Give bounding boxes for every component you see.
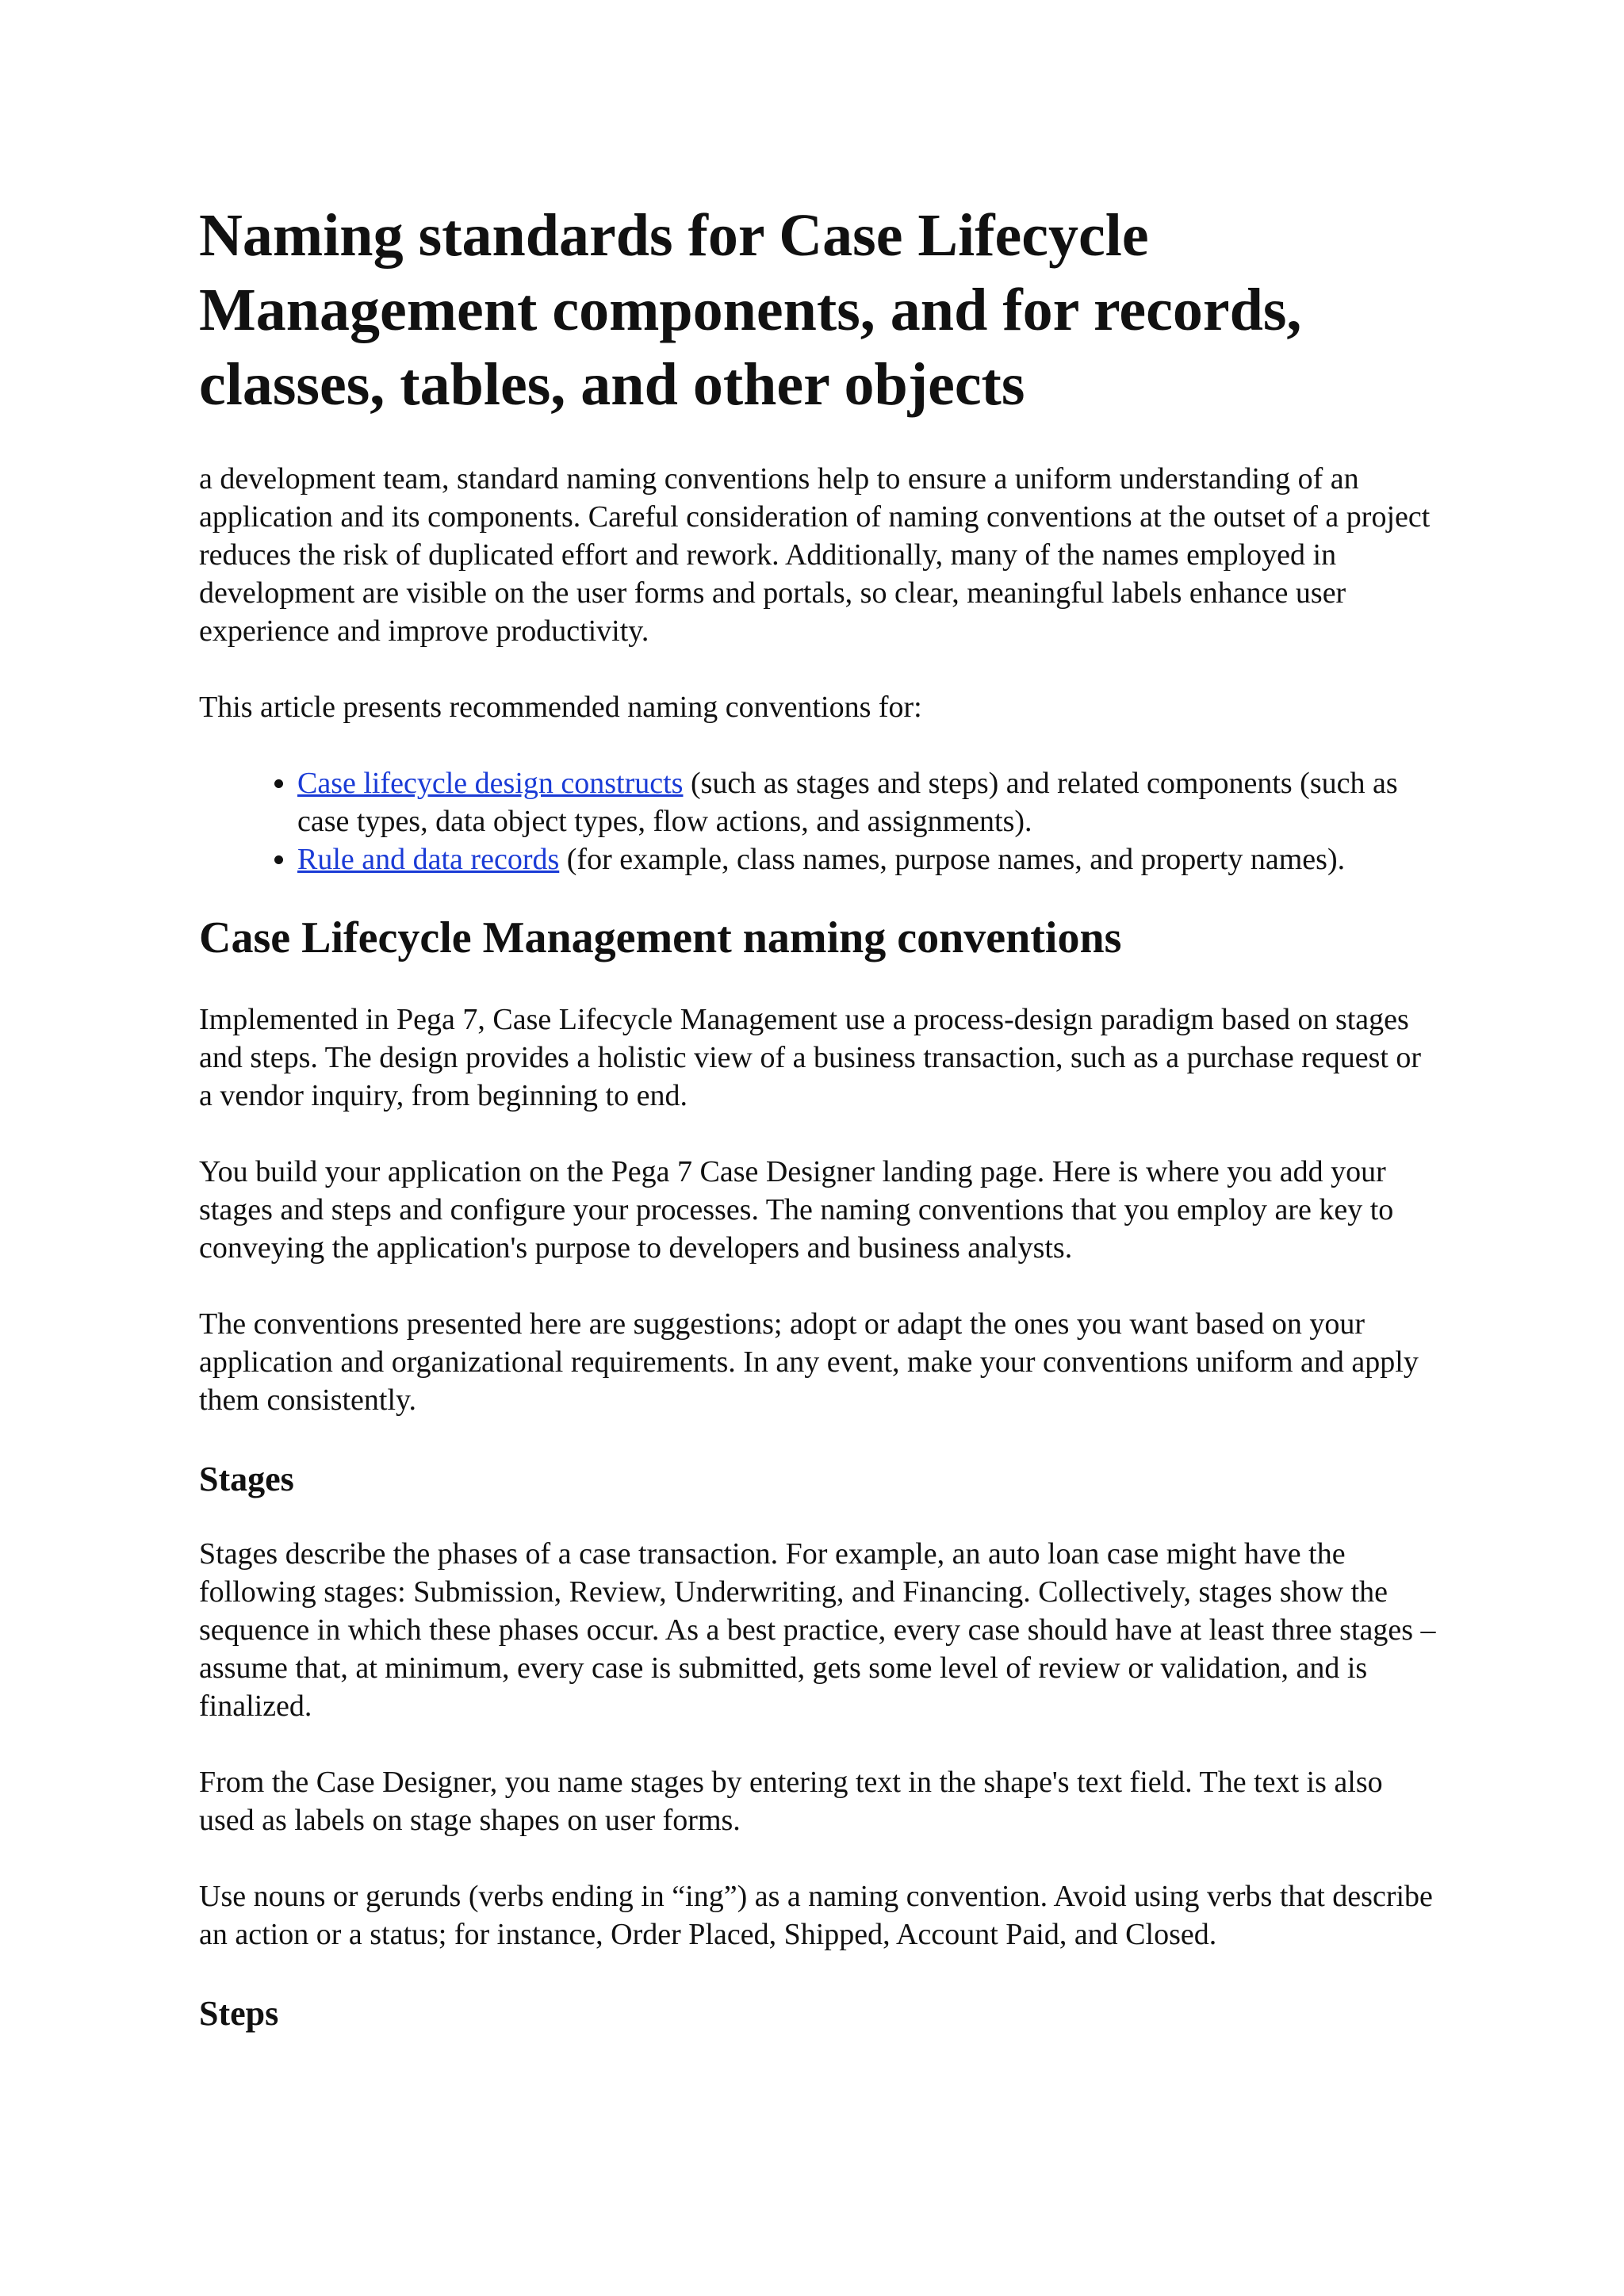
intro-paragraph-1: a development team, standard naming conventions help to ensure a uniform understanding of an application and its components. Careful consideration of naming conventions at the outset of a project reduces the risk of duplicated effort and rework. Additionally, many of the names employed in development are visible on the user forms and portals, so clear, meaningful labels enhance user experience and improve productivity. bbox=[199, 462, 1431, 648]
list-item-text: (for example, class names, purpose names, and property names). bbox=[559, 843, 1346, 876]
case-lifecycle-design-constructs-link[interactable]: Case lifecycle design constructs bbox=[297, 767, 684, 800]
document-page bbox=[199, 198, 1436, 2069]
section-heading-stages: Stages bbox=[199, 1460, 294, 1498]
rule-and-data-records-link[interactable]: Rule and data records bbox=[297, 843, 560, 876]
section-heading-clm: Case Lifecycle Management naming conventions bbox=[199, 913, 1122, 962]
conventions-list bbox=[199, 764, 1436, 878]
clm-paragraph-1: Implemented in Pega 7, Case Lifecycle Management use a process-design paradigm based on stages and steps. The design provides a holistic view of a business transaction, such as a purchase request or a vendor inquiry, from beginning to end. bbox=[199, 1003, 1422, 1112]
intro-paragraph-2: This article presents recommended naming conventions for: bbox=[199, 691, 922, 724]
stages-paragraph-1: Stages describe the phases of a case transaction. For example, an auto loan case might have the following stages: Submission, Review, Underwriting, and Financing. Collectively, stages show the sequence in which these phases occur. As a best practice, every case should have at least three stages – assume that, at minimum, every case is submitted, gets some level of review or validation, and is finalized. bbox=[199, 1537, 1436, 1723]
clm-paragraph-3: The conventions presented here are suggestions; adopt or adapt the ones you want based on your application and organizational requirements. In any event, make your conventions uniform and apply them consistently. bbox=[199, 1307, 1419, 1417]
page-title: Naming standards for Case Lifecycle Management components, and for records, classes, tables, and other objects bbox=[199, 202, 1302, 418]
stages-paragraph-2: From the Case Designer, you name stages by entering text in the shape's text field. The text is also used as labels on stage shapes on user forms. bbox=[199, 1766, 1383, 1837]
stages-paragraph-3: Use nouns or gerunds (verbs ending in “ing”) as a naming convention. Avoid using verbs that describe an action or a status; for instance, Order Placed, Shipped, Account Paid, and Closed. bbox=[199, 1880, 1433, 1951]
clm-paragraph-2: You build your application on the Pega 7 Case Designer landing page. Here is where you add your stages and steps and configure your processes. The naming conventions that you employ are key to conveying the application's purpose to developers and business analysts. bbox=[199, 1155, 1394, 1265]
list-item bbox=[297, 840, 1436, 878]
list-item-text: (such as stages and steps) and related components (such as case types, data object types, flow actions, and assignments). bbox=[297, 767, 1398, 838]
section-heading-steps: Steps bbox=[199, 1994, 279, 2033]
list-item bbox=[297, 764, 1436, 840]
